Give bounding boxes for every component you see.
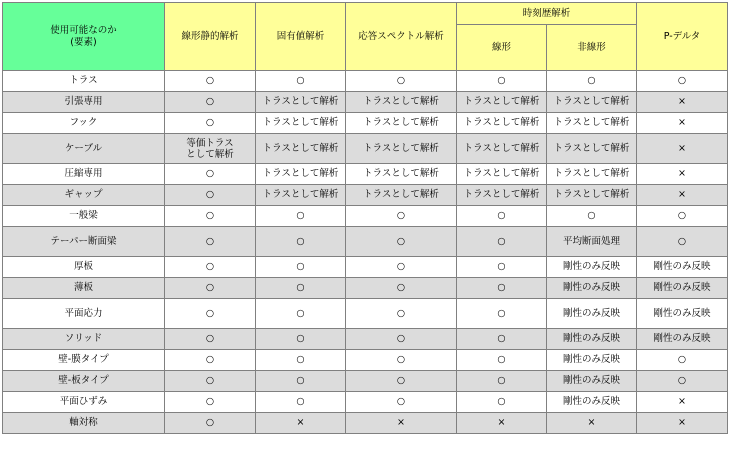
element-name-cell: テーパー断面梁 — [3, 227, 165, 257]
support-cell: ○ — [256, 278, 346, 299]
support-cell: ○ — [165, 413, 256, 434]
table-row — [3, 299, 728, 329]
support-cell: ○ — [165, 299, 256, 329]
element-name-cell: 圧縮専用 — [3, 164, 165, 185]
element-name-cell: ソリッド — [3, 329, 165, 350]
support-cell: トラスとして解析 — [547, 134, 637, 164]
support-cell: ○ — [637, 371, 728, 392]
support-cell: ○ — [165, 164, 256, 185]
time-history-linear-header: 線形 — [457, 25, 547, 71]
support-cell: ○ — [457, 257, 547, 278]
table-row — [3, 371, 728, 392]
linear-static-header: 線形静的解析 — [165, 3, 256, 71]
element-name-cell: トラス — [3, 71, 165, 92]
support-cell: ○ — [346, 227, 457, 257]
support-cell: トラスとして解析 — [256, 185, 346, 206]
support-cell: トラスとして解析 — [547, 164, 637, 185]
element-name-cell: ケーブル — [3, 134, 165, 164]
element-name-cell: フック — [3, 113, 165, 134]
support-cell: ○ — [165, 185, 256, 206]
support-cell: 剛性のみ反映 — [547, 392, 637, 413]
support-cell: × — [547, 413, 637, 434]
support-cell: ○ — [256, 329, 346, 350]
support-cell: トラスとして解析 — [547, 92, 637, 113]
support-cell: ○ — [165, 392, 256, 413]
support-cell: ○ — [165, 206, 256, 227]
support-cell: ○ — [256, 206, 346, 227]
support-cell: ○ — [637, 227, 728, 257]
support-cell: ○ — [346, 329, 457, 350]
support-cell: トラスとして解析 — [457, 185, 547, 206]
support-cell: × — [346, 413, 457, 434]
support-cell: トラスとして解析 — [346, 164, 457, 185]
table-row — [3, 227, 728, 257]
support-cell: 剛性のみ反映 — [547, 299, 637, 329]
element-header-line2: (要素) — [70, 36, 97, 48]
support-cell: × — [637, 392, 728, 413]
support-cell: ○ — [165, 113, 256, 134]
p-delta-header: P-デルタ — [637, 3, 728, 71]
support-cell: ○ — [457, 206, 547, 227]
table-row — [3, 392, 728, 413]
support-cell: ○ — [346, 371, 457, 392]
support-cell: 剛性のみ反映 — [637, 329, 728, 350]
time-history-header: 時刻歴解析 — [457, 3, 637, 25]
table-row — [3, 185, 728, 206]
element-name-cell: 壁-板タイプ — [3, 371, 165, 392]
element-name-cell: 壁-膜タイプ — [3, 350, 165, 371]
table-row — [3, 71, 728, 92]
support-cell: ○ — [457, 227, 547, 257]
support-cell: トラスとして解析 — [256, 113, 346, 134]
table-body — [3, 71, 728, 434]
support-cell: トラスとして解析 — [256, 134, 346, 164]
table-row — [3, 257, 728, 278]
support-cell: ○ — [346, 71, 457, 92]
support-cell: ○ — [457, 299, 547, 329]
response-spectrum-header: 応答スペクトル解析 — [346, 3, 457, 71]
support-cell: × — [637, 113, 728, 134]
support-cell: ○ — [637, 350, 728, 371]
table-row — [3, 113, 728, 134]
support-cell: × — [457, 413, 547, 434]
support-cell: ○ — [547, 206, 637, 227]
eigenvalue-header: 固有値解析 — [256, 3, 346, 71]
support-cell: ○ — [165, 257, 256, 278]
support-cell: 剛性のみ反映 — [637, 278, 728, 299]
support-cell: ○ — [256, 371, 346, 392]
table-row — [3, 164, 728, 185]
support-cell: ○ — [457, 71, 547, 92]
support-cell: トラスとして解析 — [457, 92, 547, 113]
support-cell: ○ — [165, 71, 256, 92]
support-cell: ○ — [346, 299, 457, 329]
analysis-compatibility-table — [2, 2, 728, 434]
support-cell: ○ — [457, 278, 547, 299]
support-cell: ○ — [346, 206, 457, 227]
element-name-cell: 薄板 — [3, 278, 165, 299]
support-cell: × — [637, 134, 728, 164]
support-cell: ○ — [256, 71, 346, 92]
support-cell: ○ — [547, 71, 637, 92]
support-cell: 剛性のみ反映 — [547, 278, 637, 299]
support-cell: 剛性のみ反映 — [637, 299, 728, 329]
support-cell: トラスとして解析 — [547, 113, 637, 134]
support-cell: 剛性のみ反映 — [547, 257, 637, 278]
support-cell: ○ — [165, 278, 256, 299]
support-cell: ○ — [346, 278, 457, 299]
element-column-header — [3, 3, 165, 71]
support-cell: 平均断面処理 — [547, 227, 637, 257]
support-cell: トラスとして解析 — [256, 164, 346, 185]
support-cell: トラスとして解析 — [457, 113, 547, 134]
support-cell: ○ — [637, 206, 728, 227]
support-cell: ○ — [165, 329, 256, 350]
support-cell: ○ — [165, 227, 256, 257]
support-cell: ○ — [457, 371, 547, 392]
support-cell: ○ — [346, 257, 457, 278]
support-cell: トラスとして解析 — [346, 134, 457, 164]
support-cell: トラスとして解析 — [256, 92, 346, 113]
element-name-cell: ギャップ — [3, 185, 165, 206]
support-cell: 剛性のみ反映 — [637, 257, 728, 278]
support-cell: トラスとして解析 — [457, 134, 547, 164]
support-cell: ○ — [457, 350, 547, 371]
support-cell: × — [637, 164, 728, 185]
support-cell: ○ — [346, 392, 457, 413]
table-row — [3, 413, 728, 434]
time-history-nonlinear-header: 非線形 — [547, 25, 637, 71]
support-cell: トラスとして解析 — [346, 92, 457, 113]
support-cell: ○ — [457, 329, 547, 350]
support-cell: ○ — [346, 350, 457, 371]
element-name-cell: 軸対称 — [3, 413, 165, 434]
support-cell: ○ — [165, 92, 256, 113]
support-cell: × — [256, 413, 346, 434]
support-cell: 剛性のみ反映 — [547, 350, 637, 371]
support-cell: トラスとして解析 — [547, 185, 637, 206]
support-cell: ○ — [256, 299, 346, 329]
support-cell: ○ — [256, 227, 346, 257]
support-cell: ○ — [256, 392, 346, 413]
table-row — [3, 206, 728, 227]
table-row — [3, 350, 728, 371]
support-cell: ○ — [256, 350, 346, 371]
table-row — [3, 278, 728, 299]
support-cell: 剛性のみ反映 — [547, 371, 637, 392]
support-cell: トラスとして解析 — [457, 164, 547, 185]
table-row — [3, 329, 728, 350]
element-name-cell: 平面応力 — [3, 299, 165, 329]
support-cell: ○ — [637, 71, 728, 92]
element-header-line1: 使用可能なのか — [50, 24, 117, 36]
table-row — [3, 134, 728, 164]
support-cell: トラスとして解析 — [346, 185, 457, 206]
support-cell: ○ — [165, 371, 256, 392]
support-cell: 等価トラス として解析 — [165, 134, 256, 164]
support-cell: トラスとして解析 — [346, 113, 457, 134]
support-cell: ○ — [256, 257, 346, 278]
element-name-cell: 一般梁 — [3, 206, 165, 227]
element-name-cell: 厚板 — [3, 257, 165, 278]
support-cell: 剛性のみ反映 — [547, 329, 637, 350]
support-cell: × — [637, 413, 728, 434]
element-name-cell: 引張専用 — [3, 92, 165, 113]
support-cell: × — [637, 185, 728, 206]
support-cell: ○ — [457, 392, 547, 413]
element-name-cell: 平面ひずみ — [3, 392, 165, 413]
table-row — [3, 92, 728, 113]
support-cell: ○ — [165, 350, 256, 371]
support-cell: × — [637, 92, 728, 113]
